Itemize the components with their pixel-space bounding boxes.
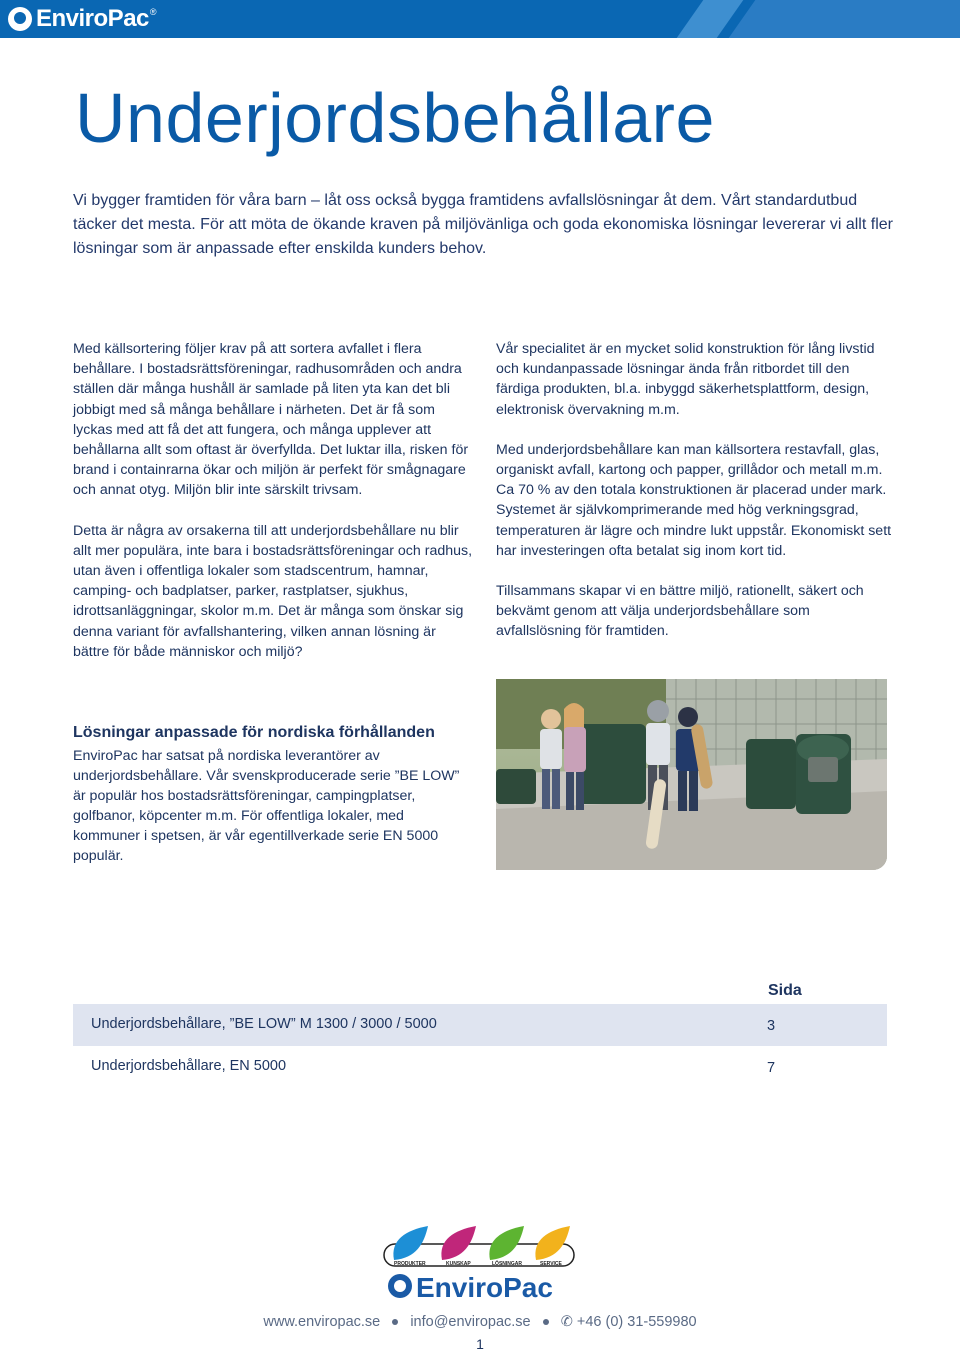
leaf-label: SERVICE (540, 1261, 562, 1267)
website-link[interactable]: www.enviropac.se (263, 1314, 381, 1330)
footer-logo (380, 1222, 580, 1306)
email-link[interactable]: info@enviropac.se (410, 1314, 531, 1330)
header-brand: EnviroPac (36, 5, 149, 32)
footer-brand: EnviroPac (416, 1272, 553, 1303)
leaf-icon (393, 1226, 428, 1260)
footer-logo-graphic (380, 1222, 580, 1306)
header-logo[interactable] (8, 5, 157, 33)
page-number: 1 (476, 1336, 484, 1352)
leaf-label: PRODUKTER (394, 1261, 426, 1267)
leaf-icon (489, 1226, 524, 1260)
page-title: Underjordsbehållare (75, 79, 715, 157)
toc-row[interactable] (73, 1046, 887, 1088)
phone-icon: ✆ (560, 1314, 573, 1330)
photo-illustration (496, 679, 887, 870)
body-paragraph: Med underjordsbehållare kan man källsortera restavfall, glas, organiskt avfall, kartong och papper, grillådor och metall m.m. Ca 70 % av den totala konstruktionen är placerad under mark. Systemet är självkomprimerande med hög verkningsgrad, temperaturen är lägre och mindre lukt uppstår. Ekonomiskt sett har investeringen ofta betalat sig inom kort tid. (496, 441, 892, 559)
header-bar (0, 0, 960, 38)
body-paragraph: Detta är några av orsakerna till att underjordsbehållare nu blir allt mer populära, inte bara i bostadsrättsföreningar och radhus, utan även i offentliga lokaler som stadscentrum, hamnar, camping- och badplatser, parker, rastplatser, sjukhus, idrottsanläggningar, skolor m.m. Det är många som önskar sig denna variant för avfallshantering, vilken annan lösning är bättre för både människor och miljö? (73, 522, 473, 660)
toc-page: 7 (767, 1060, 776, 1076)
body-paragraph: Med källsortering följer krav på att sortera avfallet i flera behållare. I bostadsrättsföreningar, radhusområden och andra ställen där många hushåll är samlade på liten yta kan det bli jobbigt med så många behållare i närheten. Det är få som lyckas med att få det att fungera, och många upplever att behållarna allt som oftast är överfyllda. Det luktar illa, risken för brand i containrarna ökar och miljön är perfekt för smågnagare och annat otyg. Miljön blir inte särskilt trivsam. (73, 341, 469, 499)
separator-dot (392, 1319, 398, 1325)
leaf-label: LÖSNINGAR (492, 1261, 522, 1267)
toc-page: 3 (767, 1018, 776, 1034)
leaf-label: KUNSKAP (446, 1261, 471, 1267)
right-column (496, 339, 896, 662)
phone-number[interactable]: +46 (0) 31-559980 (576, 1314, 697, 1330)
toc-heading: Sida (768, 982, 802, 999)
separator-dot (543, 1319, 549, 1325)
leaf-icon (441, 1226, 476, 1260)
toc-title: Underjordsbehållare, EN 5000 (91, 1058, 287, 1074)
globe-icon (8, 7, 32, 31)
section-heading: Lösningar anpassade för nordiska förhållanden (73, 724, 435, 741)
product-photo (496, 679, 887, 870)
intro-paragraph: Vi bygger framtiden för våra barn – låt oss också bygga framtidens avfallslösningar åt dem. Vårt standardutbud täcker det mesta. För att möta de ökande kraven på miljövänliga och goda ekonomiska lösningar levererar vi allt fler lösningar som är anpassade efter enskilda kunders behov. (73, 192, 893, 257)
registered-mark: ® (149, 7, 157, 17)
toc-row[interactable] (73, 1004, 887, 1046)
section-paragraph: EnviroPac har satsat på nordiska leverantörer av underjordsbehållare. Vår svenskproducerade serie ”BE LOW” är populär hos bostadsrättsföreningar, campingplatser, golfbanor, köpcenter m.m. För offentliga lokaler, med kommuner i spetsen, är vår egentillverkade serie EN 5000 populär. (73, 748, 460, 864)
leaf-icon (535, 1226, 570, 1260)
left-column (73, 339, 473, 682)
footer-contact (0, 1314, 960, 1330)
body-paragraph: Vår specialitet är en mycket solid konstruktion för lång livstid och kundanpassade lösningar ända från ritbordet till den färdiga produkten, bl.a. inbyggd säkerhetsplattform, design, elektronisk övervakning m.m. (496, 341, 875, 418)
header-stripe (729, 0, 960, 38)
body-paragraph: Tillsammans skapar vi en bättre miljö, rationellt, säkert och bekvämt genom att välja underjordsbehållare som avfallslösning för framtiden. (496, 583, 864, 640)
toc-title: Underjordsbehållare, ”BE LOW” M 1300 / 3000 / 5000 (91, 1016, 437, 1032)
leaf-icons (393, 1226, 570, 1260)
